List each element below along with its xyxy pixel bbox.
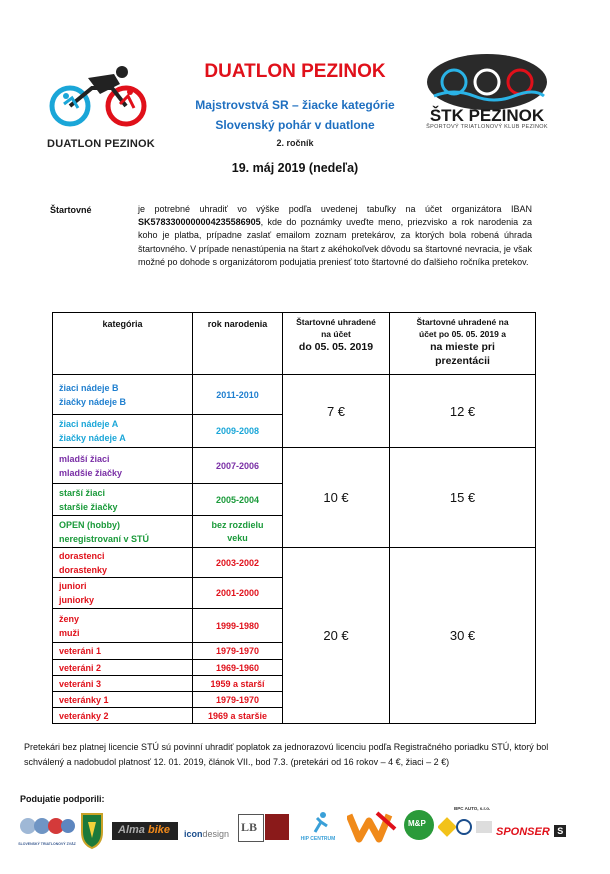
sponsor-stz-text: SLOVENSKÝ TRIATLONOVÝ ZVÄZ [18, 842, 76, 846]
sponsor-stz-logo [18, 810, 76, 850]
year-cell: 2011-2010 [193, 375, 283, 415]
header-fee-late-line1: Štartovné uhradené na [416, 317, 509, 327]
year-cell: 1969 a staršie [193, 708, 283, 724]
subtitle-cup: Slovenský pohár v duatlone [215, 118, 375, 132]
header-fee-late-line2: účet po 05. 05. 2019 a [419, 328, 506, 339]
category-line: žiačky nádeje A [59, 433, 126, 443]
sponsor-hip-logo [293, 812, 343, 846]
header-fee-late [390, 313, 536, 375]
bpc-text: BPC AUTO, s.r.o. [454, 806, 491, 811]
year-cell: 1959 a starší [193, 676, 283, 692]
fee-late-group3: 30 € [390, 548, 536, 724]
category-cell [53, 448, 193, 484]
sponsor-w-logo [347, 806, 401, 846]
table-row [53, 375, 536, 415]
event-date: 19. máj 2019 (nedeľa) [231, 161, 359, 175]
fee-late-group2: 15 € [390, 448, 536, 548]
table-row [53, 448, 536, 484]
category-cell: veteráni 3 [53, 676, 193, 692]
category-line: starší žiaci [59, 487, 106, 498]
year-cell: 1979-1970 [193, 643, 283, 660]
header-fee-early-line2: na účet [321, 328, 351, 339]
year-cell: 2009-2008 [193, 415, 283, 448]
header-fee-late-line3: na mieste pri [430, 341, 495, 353]
category-line: žiačky nádeje B [59, 396, 127, 407]
year-cell: 1999-1980 [193, 609, 283, 643]
sponsor-mp-logo [404, 810, 434, 840]
icondesign-text-a: icon [184, 829, 203, 839]
page-title: DUATLON PEZINOK [204, 61, 386, 82]
category-cell [53, 415, 193, 448]
sponser-s-icon: S [554, 825, 566, 837]
category-line: žiaci nádeje B [59, 382, 119, 393]
car-brands-icon [438, 806, 496, 846]
category-cell [53, 516, 193, 548]
sponsor-sponser-logo [496, 822, 570, 840]
almabike-text-b: bike [148, 824, 171, 836]
iban-label: IBAN [510, 204, 532, 214]
fee-early-group3: 20 € [283, 548, 390, 724]
category-cell: veteránky 1 [53, 692, 193, 708]
startovne-text [138, 203, 532, 269]
sponsor-almabike-logo [112, 822, 178, 840]
category-line: dorastenky [59, 564, 108, 575]
year-line: bez rozdielu [211, 519, 264, 530]
category-line: neregistrovaní v STÚ [59, 533, 150, 544]
year-cell: 1979-1970 [193, 692, 283, 708]
category-line: dorastenci [59, 550, 105, 561]
category-cell: veteránky 2 [53, 708, 193, 724]
category-line: ženy [59, 613, 80, 624]
edition: 2. ročník [276, 138, 314, 148]
fee-table [52, 312, 536, 724]
header-fee-early [283, 313, 390, 375]
table-header-row [53, 313, 536, 375]
category-cell [53, 375, 193, 415]
year-cell: 2001-2000 [193, 578, 283, 609]
duatlon-logo-text: DUATLON PEZINOK [47, 138, 155, 150]
header-fee-late-line4: prezentácii [435, 355, 490, 367]
startovne-details: , kde do poznámky uveďte meno, priezvisko a rok narodenia za koho je platba, prípadne zaslať emailom zoznam pretekárov, za ktorých bola robená úhrada štartovného. V prípade nenastúpenia na štart z akéhokoľvek dôvodu sa štartovné nevracia, je však možné po dohode s organizátorom podujatia preniesť toto štartovné do ďalšieho ročníka pretekov. [138, 217, 532, 267]
category-line: mladší žiaci [59, 453, 110, 464]
category-line: OPEN (hobby) [59, 519, 120, 530]
year-cell: 2005-2004 [193, 484, 283, 516]
category-cell [53, 609, 193, 643]
support-label: Podujatie podporili: [20, 794, 105, 804]
header-category: kategória [53, 313, 193, 375]
category-line: juniori [59, 581, 87, 591]
sponsor-icondesign-logo [184, 824, 234, 840]
subtitle-championship: Majstrovstvá SR – žiacke kategórie [195, 98, 395, 112]
year-cell: 1969-1960 [193, 660, 283, 676]
category-cell [53, 484, 193, 516]
year-cell: 2007-2006 [193, 448, 283, 484]
fee-late-group1: 12 € [390, 375, 536, 448]
startovne-intro: je potrebné uhradiť vo výške podľa uvedenej tabuľky na účet organizátora [138, 204, 502, 214]
almabike-text-a: Alma [118, 824, 145, 836]
header-fee-early-line3: do 05. 05. 2019 [298, 341, 374, 353]
table-row [53, 548, 536, 578]
icondesign-text-b: design [202, 829, 230, 839]
pezinok-crest-icon [80, 810, 104, 850]
category-line: mladšie žiačky [59, 467, 123, 478]
startovne-label: Štartovné [50, 205, 92, 215]
stk-logo-title: ŠTK PEZINOK [429, 106, 545, 125]
year-cell: 2003-2002 [193, 548, 283, 578]
sponsor-bpc-logo [438, 806, 496, 846]
lb-text: LB [241, 820, 258, 834]
fee-early-group2: 10 € [283, 448, 390, 548]
year-line: veku [227, 532, 248, 543]
category-cell [53, 548, 193, 578]
mp-text: M&P [408, 819, 426, 828]
sponsor-lb-logo [238, 814, 264, 842]
header-fee-early-line1: Štartovné uhradené [296, 317, 376, 327]
stk-logo-subtitle: ŠPORTOVÝ TRIATLONOVÝ KLUB PEZINOK [426, 124, 548, 130]
category-cell: veteráni 1 [53, 643, 193, 660]
sponser-text: SPONSER [496, 826, 550, 838]
hip-text: HIP CENTRUM [300, 836, 336, 842]
license-note: Pretekári bez platnej licencie STÚ sú povinní uhradiť poplatok za jednorazovú licenciu podľa Registračného poriadku STÚ, ktorý bol schválený a nadobudol platnosť 12. 01. 2019, článok VII., bod 7.3. (pretekári od 16 rokov – 4 €, žiaci – 2 €) [24, 742, 549, 767]
category-line: staršie žiačky [59, 501, 118, 512]
category-line: žiaci nádeje A [59, 419, 119, 429]
category-cell [53, 578, 193, 609]
category-line: juniorky [59, 595, 95, 605]
category-line: muži [59, 627, 80, 638]
sponsor-red-logo [265, 814, 289, 840]
hip-runner-icon [309, 812, 333, 834]
fee-early-group1: 7 € [283, 375, 390, 448]
category-cell: veteráni 2 [53, 660, 193, 676]
header-year: rok narodenia [193, 313, 283, 375]
year-cell [193, 516, 283, 548]
iban-number: SK5783300000004235586905 [138, 217, 261, 228]
